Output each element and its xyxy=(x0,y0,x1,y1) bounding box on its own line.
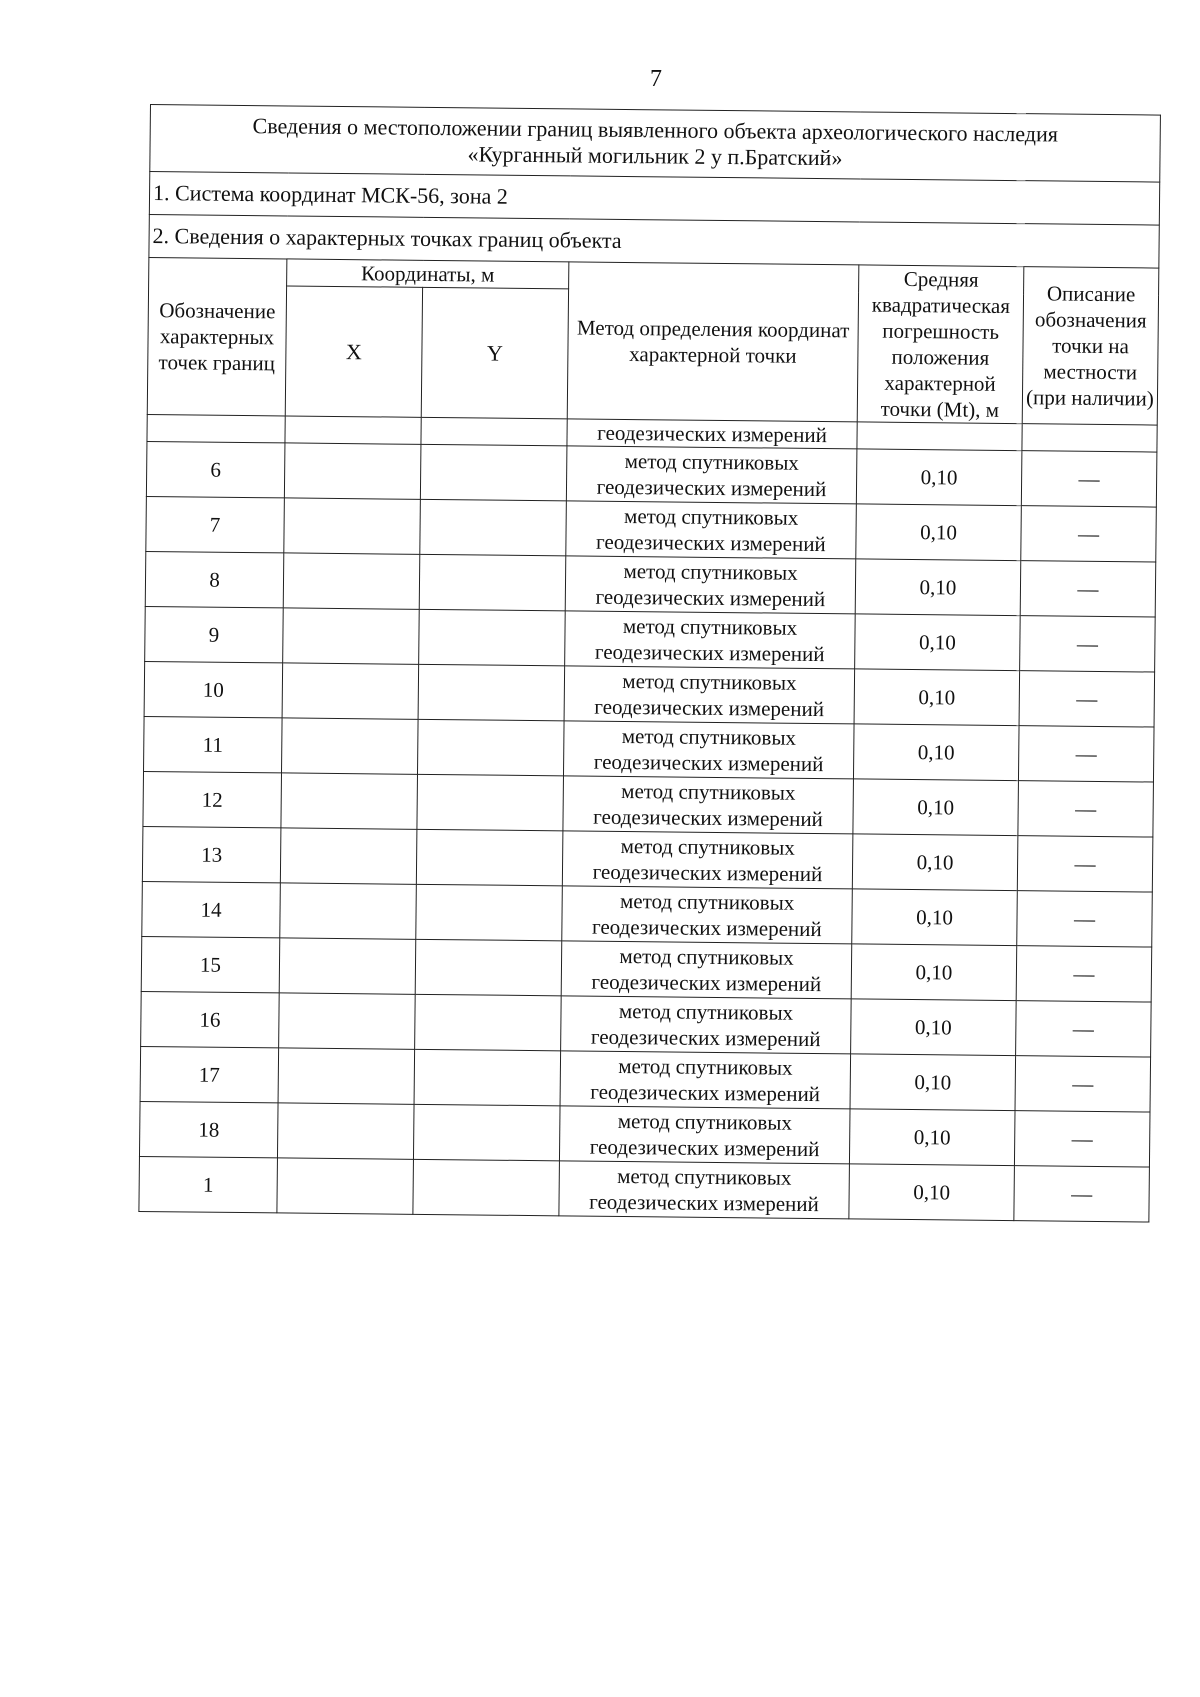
header-point: Обозначение характерных точек границ xyxy=(147,257,287,415)
method-line-2: геодезических измерений xyxy=(593,804,824,832)
method-line-1: метод спутниковых xyxy=(617,1108,793,1135)
header-description: Описание обозначения точки на местности (при наличии) xyxy=(1022,267,1159,425)
error-cell: 0,10 xyxy=(855,614,1021,671)
y-cell xyxy=(416,884,563,941)
error-cell: 0,10 xyxy=(852,889,1018,946)
y-cell xyxy=(414,1049,561,1106)
x-cell xyxy=(278,1048,415,1104)
y-cell xyxy=(416,829,563,886)
method-line-1: метод спутниковых xyxy=(623,558,798,585)
y-cell xyxy=(420,499,567,556)
point-cell: 12 xyxy=(143,771,282,827)
point-cell: 1 xyxy=(139,1156,278,1212)
point-cell: 6 xyxy=(146,441,285,497)
y-cell xyxy=(415,994,562,1051)
x-cell xyxy=(281,773,418,829)
y-cell xyxy=(413,1104,560,1161)
method-cell xyxy=(560,1051,851,1109)
point-cell: 11 xyxy=(144,716,283,772)
method-cell xyxy=(562,886,853,944)
x-cell xyxy=(283,553,420,609)
points-info-label: 2. Сведения о характерных точках границ объекта xyxy=(149,214,1159,268)
x-cell xyxy=(280,828,417,884)
method-cell xyxy=(565,611,856,669)
method-line-2: геодезических измерений xyxy=(596,474,827,502)
table-row xyxy=(139,1156,1150,1222)
point-cell: 9 xyxy=(145,606,284,662)
method-line-1: метод спутниковых xyxy=(622,613,798,640)
method-line-2: геодезических измерений xyxy=(592,859,823,887)
method-cell xyxy=(561,996,852,1054)
page-number: 7 xyxy=(650,66,662,92)
method-line-2: геодезических измерений xyxy=(589,1189,819,1217)
x-cell xyxy=(284,498,421,554)
method-line-1: метод спутниковых xyxy=(618,1053,793,1080)
description-cell: — xyxy=(1014,1111,1150,1167)
error-cell: 0,10 xyxy=(855,559,1021,616)
y-cell xyxy=(419,609,566,666)
title-row xyxy=(150,105,1161,183)
error-cell: 0,10 xyxy=(852,834,1018,891)
method-cell xyxy=(562,831,853,889)
method-line-2: геодезических измерений xyxy=(594,639,825,667)
header-error: Средняя квадратическая погрешность положения характерной точки (Mt), м xyxy=(857,265,1024,424)
method-line-1: метод спутниковых xyxy=(620,833,795,860)
method-line-2: геодезических измерений xyxy=(595,584,826,612)
method-cell xyxy=(563,721,854,779)
error-cell: 0,10 xyxy=(849,1164,1015,1221)
method-line-2: геодезических измерений xyxy=(590,1079,821,1107)
point-cell: 15 xyxy=(141,936,280,992)
method-cell xyxy=(564,666,855,724)
x-cell xyxy=(277,1103,414,1159)
coordinate-system-label: 1. Система координат МСК-56, зона 2 xyxy=(149,172,1159,226)
description-cell: — xyxy=(1017,836,1153,892)
error-cell: 0,10 xyxy=(856,504,1022,561)
method-line-1: метод спутниковых xyxy=(621,778,796,805)
method-line-2: геодезических измерений xyxy=(589,1134,820,1162)
boundary-points-table xyxy=(138,104,1161,1223)
method-cell xyxy=(563,776,854,834)
method-line-1: метод спутниковых xyxy=(621,723,797,750)
title-line-1: Сведения о местоположении границ выявленного объекта археологического наследия xyxy=(252,113,1059,147)
point-cell: 16 xyxy=(141,991,280,1047)
method-line-2: геодезических измерений xyxy=(595,529,826,557)
method-line-1: метод спутниковых xyxy=(618,998,794,1025)
continued-y xyxy=(421,417,567,446)
y-cell xyxy=(418,664,565,721)
error-cell: 0,10 xyxy=(850,1054,1016,1111)
point-cell: 10 xyxy=(144,661,283,717)
description-cell: — xyxy=(1021,451,1157,507)
continued-method: геодезических измерений xyxy=(567,419,857,449)
method-line-1: метод спутниковых xyxy=(624,448,800,475)
method-line-1: метод спутниковых xyxy=(619,943,794,970)
method-cell xyxy=(566,446,857,504)
error-cell: 0,10 xyxy=(854,669,1020,726)
method-cell xyxy=(559,1106,850,1164)
method-line-1: метод спутниковых xyxy=(622,668,797,695)
description-cell: — xyxy=(1020,616,1156,672)
continued-description xyxy=(1022,424,1157,452)
error-cell: 0,10 xyxy=(851,999,1017,1056)
error-cell: 0,10 xyxy=(849,1109,1015,1166)
y-cell xyxy=(420,444,567,501)
continued-x xyxy=(285,416,421,444)
error-cell: 0,10 xyxy=(853,779,1019,836)
method-line-2: геодезических измерений xyxy=(591,914,822,942)
description-cell: — xyxy=(1016,946,1152,1002)
point-cell: 13 xyxy=(142,826,281,882)
description-cell: — xyxy=(1017,891,1153,947)
method-cell xyxy=(561,941,852,999)
description-cell: — xyxy=(1015,1056,1151,1112)
point-cell: 17 xyxy=(140,1046,279,1102)
error-cell: 0,10 xyxy=(853,724,1019,781)
x-cell xyxy=(279,938,416,994)
method-line-2: геодезических измерений xyxy=(590,1024,821,1052)
y-cell xyxy=(419,554,566,611)
header-x: X xyxy=(285,286,422,417)
point-cell: 14 xyxy=(142,881,281,937)
method-line-1: метод спутниковых xyxy=(617,1163,792,1190)
method-line-2: геодезических измерений xyxy=(593,749,824,777)
description-cell: — xyxy=(1020,561,1156,617)
continued-error xyxy=(857,422,1022,451)
x-cell xyxy=(283,608,420,664)
method-cell xyxy=(565,556,856,614)
title-line-2: «Курганный могильник 2 у п.Братский» xyxy=(467,141,843,171)
x-cell xyxy=(282,663,419,719)
x-cell xyxy=(279,993,416,1049)
y-cell xyxy=(417,774,564,831)
method-cell xyxy=(566,501,857,559)
y-cell xyxy=(417,719,564,776)
x-cell xyxy=(282,718,419,774)
method-line-1: метод спутниковых xyxy=(623,503,799,530)
x-cell xyxy=(280,883,417,939)
method-line-2: геодезических измерений xyxy=(594,694,825,722)
error-cell: 0,10 xyxy=(851,944,1017,1001)
method-line-2: геодезических измерений xyxy=(591,969,822,997)
y-cell xyxy=(413,1159,560,1216)
point-cell: 8 xyxy=(145,551,284,607)
point-cell: 18 xyxy=(139,1101,278,1157)
description-cell: — xyxy=(1018,726,1154,782)
method-line-1: метод спутниковых xyxy=(619,888,795,915)
description-cell: — xyxy=(1021,506,1157,562)
x-cell xyxy=(284,443,421,499)
description-cell: — xyxy=(1016,1001,1152,1057)
error-cell: 0,10 xyxy=(856,449,1022,506)
point-cell: 7 xyxy=(146,496,285,552)
method-cell xyxy=(559,1161,850,1219)
description-cell: — xyxy=(1019,671,1155,727)
x-cell xyxy=(277,1158,414,1214)
description-cell: — xyxy=(1014,1166,1150,1222)
header-method: Метод определения координат характерной точки xyxy=(567,262,859,422)
header-y: Y xyxy=(421,288,568,419)
table-title xyxy=(150,105,1161,183)
header-coordinates: Координаты, м xyxy=(287,259,569,289)
continued-point xyxy=(147,414,285,442)
y-cell xyxy=(415,939,562,996)
description-cell: — xyxy=(1018,781,1154,837)
